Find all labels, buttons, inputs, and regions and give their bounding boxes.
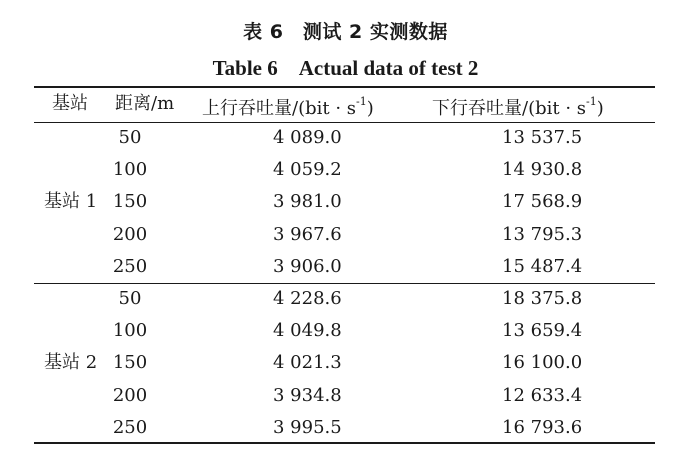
- uplink-cell: 3 906.0: [273, 256, 342, 277]
- downlink-cell: 13 659.4: [502, 320, 583, 341]
- station-label: 基站 1: [44, 191, 98, 212]
- downlink-cell: 17 568.9: [502, 191, 583, 212]
- uplink-cell: 3 967.6: [273, 224, 342, 245]
- distance-cell: 200: [112, 385, 148, 406]
- uplink-cell: 3 981.0: [273, 191, 342, 212]
- header-uplink-close: ): [366, 98, 374, 119]
- header-rule: [34, 122, 655, 123]
- distance-cell: 100: [112, 159, 148, 180]
- header-uplink: [202, 90, 374, 123]
- header-downlink-exponent: -1: [586, 95, 597, 108]
- top-rule: [34, 86, 655, 88]
- header-distance: 距离/m: [115, 93, 175, 114]
- downlink-cell: 14 930.8: [502, 159, 583, 180]
- distance-cell: 150: [112, 191, 148, 212]
- table-title-english: Table 6 Actual data of test 2: [212, 56, 479, 80]
- header-station: 基站: [52, 93, 88, 114]
- downlink-cell: 16 793.6: [502, 417, 583, 438]
- header-downlink-label: 下行吞吐量/(bit · s: [432, 98, 587, 119]
- distance-cell: 50: [118, 288, 142, 309]
- header-uplink-label: 上行吞吐量/(bit · s: [202, 98, 357, 119]
- uplink-cell: 3 934.8: [273, 385, 342, 406]
- uplink-cell: 3 995.5: [273, 417, 342, 438]
- distance-cell: 50: [118, 127, 142, 148]
- distance-cell: 250: [112, 256, 148, 277]
- uplink-cell: 4 089.0: [273, 127, 342, 148]
- uplink-cell: 4 228.6: [273, 288, 342, 309]
- distance-cell: 100: [112, 320, 148, 341]
- header-downlink: [432, 90, 604, 123]
- header-uplink-exponent: -1: [356, 95, 367, 108]
- table-title-chinese: 表 6 测试 2 实测数据: [243, 21, 448, 43]
- downlink-cell: 13 537.5: [502, 127, 583, 148]
- downlink-cell: 18 375.8: [502, 288, 583, 309]
- distance-cell: 150: [112, 352, 148, 373]
- header-downlink-close: ): [596, 98, 604, 119]
- downlink-cell: 12 633.4: [502, 385, 583, 406]
- station-label: 基站 2: [44, 352, 98, 373]
- downlink-cell: 16 100.0: [502, 352, 583, 373]
- downlink-cell: 15 487.4: [502, 256, 583, 277]
- uplink-cell: 4 059.2: [273, 159, 342, 180]
- group-divider: [34, 283, 655, 284]
- downlink-cell: 13 795.3: [502, 224, 583, 245]
- distance-cell: 200: [112, 224, 148, 245]
- distance-cell: 250: [112, 417, 148, 438]
- bottom-rule: [34, 442, 655, 444]
- uplink-cell: 4 021.3: [273, 352, 342, 373]
- uplink-cell: 4 049.8: [273, 320, 342, 341]
